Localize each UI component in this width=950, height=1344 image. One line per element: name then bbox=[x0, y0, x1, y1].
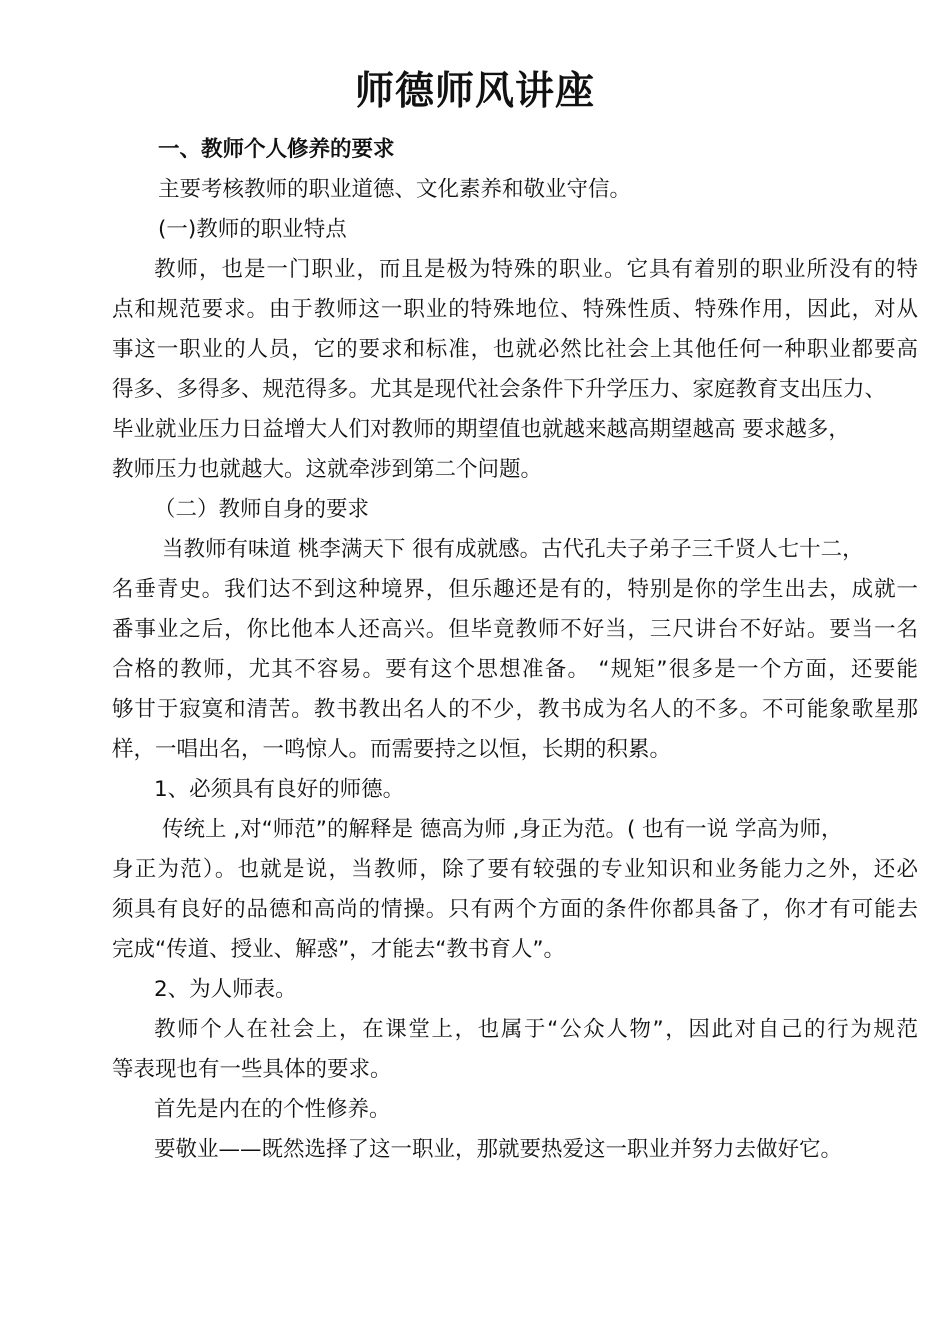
paragraph-line: 得多、多得多、规范得多。尤其是现代社会条件下升学压力、家庭教育支出压力、 bbox=[112, 377, 887, 402]
paragraph-line: 完成“传道、授业、解惑”，才能去“教书育人”。 bbox=[112, 937, 566, 962]
paragraph-line: 合格的教师，尤其不容易。要有这个思想准备。 “规矩”很多是一个方面，还要能 bbox=[112, 657, 918, 682]
paragraph-line: 点和规范要求。由于教师这一职业的特殊地位、特殊性质、特殊作用，因此，对从 bbox=[112, 297, 918, 322]
paragraph-line: 要敬业——既然选择了这一职业，那就要热爱这一职业并努力去做好它。 bbox=[154, 1137, 843, 1162]
document-title: 师德师风讲座 bbox=[354, 69, 595, 114]
paragraph-line: 名垂青史。我们达不到这种境界，但乐趣还是有的，特别是你的学生出去，成就一 bbox=[112, 577, 918, 602]
paragraph-line: 教师个人在社会上，在课堂上，也属于“公众人物”，因此对自己的行为规范 bbox=[154, 1017, 918, 1042]
subsection-heading: （二）教师自身的要求 bbox=[154, 497, 370, 522]
subsection-heading: (一)教师的职业特点 bbox=[158, 217, 347, 242]
paragraph-line: 事这一职业的人员，它的要求和标准，也就必然比社会上其他任何一种职业都要高 bbox=[112, 337, 918, 362]
paragraph-line: 等表现也有一些具体的要求。 bbox=[112, 1057, 392, 1082]
paragraph-line: 身正为范）。也就是说，当教师，除了要有较强的专业知识和业务能力之外，还必 bbox=[112, 857, 918, 882]
paragraph-line: 传统上 ,对“师范”的解释是 德高为师 ,身正为范。( 也有一说 学高为师， bbox=[162, 817, 843, 842]
paragraph-line: 主要考核教师的职业道德、文化素养和敬业守信。 bbox=[158, 177, 632, 202]
paragraph-line: 教师压力也就越大。这就牵涉到第二个问题。 bbox=[112, 457, 543, 482]
paragraph-line: 毕业就业压力日益增大人们对教师的期望值也就越来越高期望越高 要求越多， bbox=[112, 417, 850, 442]
section-heading-1: 一、教师个人修养的要求 bbox=[158, 137, 395, 162]
paragraph-line: 教师，也是一门职业，而且是极为特殊的职业。它具有着别的职业所没有的特 bbox=[154, 257, 918, 282]
paragraph-line: 够甘于寂寞和清苦。教书教出名人的不少，教书成为名人的不多。不可能象歌星那 bbox=[112, 697, 918, 722]
numbered-heading: 1、必须具有良好的师德。 bbox=[154, 777, 405, 802]
paragraph-line: 样，一唱出名，一鸣惊人。而需要持之以恒，长期的积累。 bbox=[112, 737, 672, 762]
paragraph-line: 当教师有味道 桃李满天下 很有成就感。古代孔夫子弟子三千贤人七十二， bbox=[162, 537, 864, 562]
paragraph-line: 番事业之后，你比他本人还高兴。但毕竟教师不好当，三尺讲台不好站。要当一名 bbox=[112, 617, 918, 642]
paragraph-line: 须具有良好的品德和高尚的情操。只有两个方面的条件你都具备了，你才有可能去 bbox=[112, 897, 918, 922]
numbered-heading: 2、为人师表。 bbox=[154, 977, 297, 1002]
paragraph-line: 首先是内在的个性修养。 bbox=[154, 1097, 391, 1122]
